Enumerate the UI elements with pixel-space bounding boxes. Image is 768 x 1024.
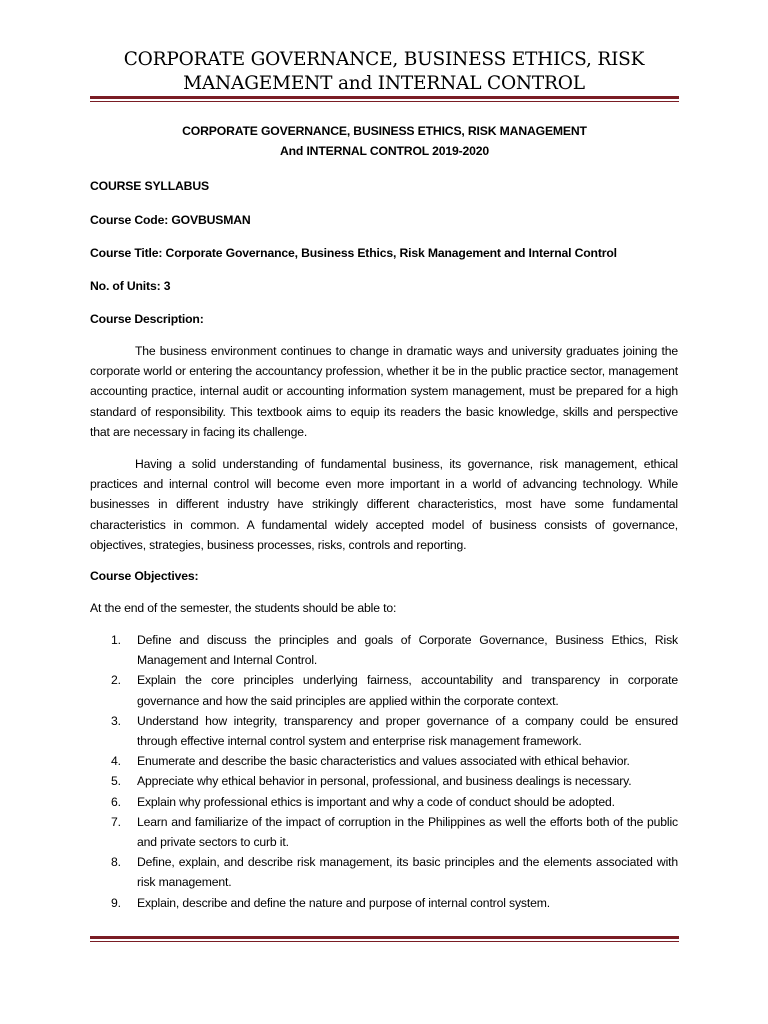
description-heading: Course Description: [90, 312, 204, 326]
list-item-number: 8. [111, 855, 121, 870]
list-item-text: Learn and familiarize of the impact of corruption in the Philippines as well the efforts both of the public and private sectors to curb it. [137, 814, 678, 850]
list-item [90, 771, 678, 791]
list-item-number: 9. [111, 895, 121, 910]
course-units: No. of Units: 3 [90, 279, 171, 293]
list-item-number: 2. [111, 673, 121, 688]
objectives-heading: Course Objectives: [90, 569, 199, 583]
footer-divider [90, 936, 679, 942]
list-item [90, 711, 678, 751]
subtitle-line-2: And INTERNAL CONTROL 2019-2020 [279, 144, 490, 159]
header-title-line-2: MANAGEMENT and INTERNAL CONTROL [183, 73, 585, 94]
list-item-text: Define, explain, and describe risk management, its basic principles and the elements associated with risk management. [137, 855, 678, 890]
list-item-text: Explain, describe and define the nature and purpose of internal control system. [137, 895, 550, 910]
page-header-title [90, 48, 678, 96]
list-item [90, 893, 678, 913]
list-item-number: 6. [111, 794, 121, 809]
list-item [90, 630, 678, 670]
objectives-intro: At the end of the semester, the students should be able to: [90, 601, 397, 615]
list-item-number: 5. [111, 774, 121, 789]
objectives-list [90, 630, 678, 913]
list-item-number: 1. [111, 633, 121, 647]
list-item-text: Explain why professional ethics is important and why a code of conduct should be adopted. [137, 794, 615, 809]
syllabus-heading: COURSE SYLLABUS [90, 179, 209, 193]
list-item-number: 3. [111, 713, 121, 728]
list-item-text: Explain the core principles underlying fairness, accountability and transparency in corporate governance and how the said principles are applied within the corporate context. [137, 673, 678, 708]
list-item [90, 670, 678, 710]
header-divider [90, 96, 679, 102]
list-item-text: Appreciate why ethical behavior in personal, professional, and business dealings is necessary. [137, 774, 632, 789]
list-item [90, 751, 678, 771]
list-item [90, 812, 678, 852]
description-paragraph-1: The business environment continues to change in dramatic ways and university graduates joining the corporate world or entering the accountancy profession, whether it be in the public practice sector, management accounting practice, internal audit or accounting information system management, must be prepared for a high standard of responsibility. This textbook aims to equip its readers the basic knowledge, skills and perspective that are necessary in facing its challenge. [90, 344, 678, 439]
course-title: Course Title: Corporate Governance, Business Ethics, Risk Management and Internal Control [90, 246, 617, 260]
list-item-text: Enumerate and describe the basic characteristics and values associated with ethical behavior. [137, 754, 630, 769]
list-item-text: Define and discuss the principles and goals of Corporate Governance, Business Ethics, Risk Management and Internal Control. [137, 633, 678, 668]
course-code: Course Code: GOVBUSMAN [90, 213, 251, 227]
list-item-number: 4. [111, 754, 121, 769]
description-paragraph-2: Having a solid understanding of fundamental business, its governance, risk management, ethical practices and internal control will become even more important in a world of advancing technology. While businesses in different industry have strikingly different characteristics, most have some fundamental characteristics in common. A fundamental widely accepted model of business consists of governance, objectives, strategies, business processes, risks, controls and reporting. [90, 457, 678, 552]
subtitle-line-1: CORPORATE GOVERNANCE, BUSINESS ETHICS, RISK MANAGEMENT [182, 124, 587, 138]
document-subtitle [90, 121, 679, 161]
list-item [90, 792, 678, 812]
header-title-line-1: CORPORATE GOVERNANCE, BUSINESS ETHICS, RISK [123, 49, 645, 70]
list-item-text: Understand how integrity, transparency and proper governance of a company could be ensured through effective internal control system and enterprise risk management framework. [137, 713, 678, 749]
list-item-number: 7. [111, 814, 121, 829]
list-item [90, 852, 678, 892]
